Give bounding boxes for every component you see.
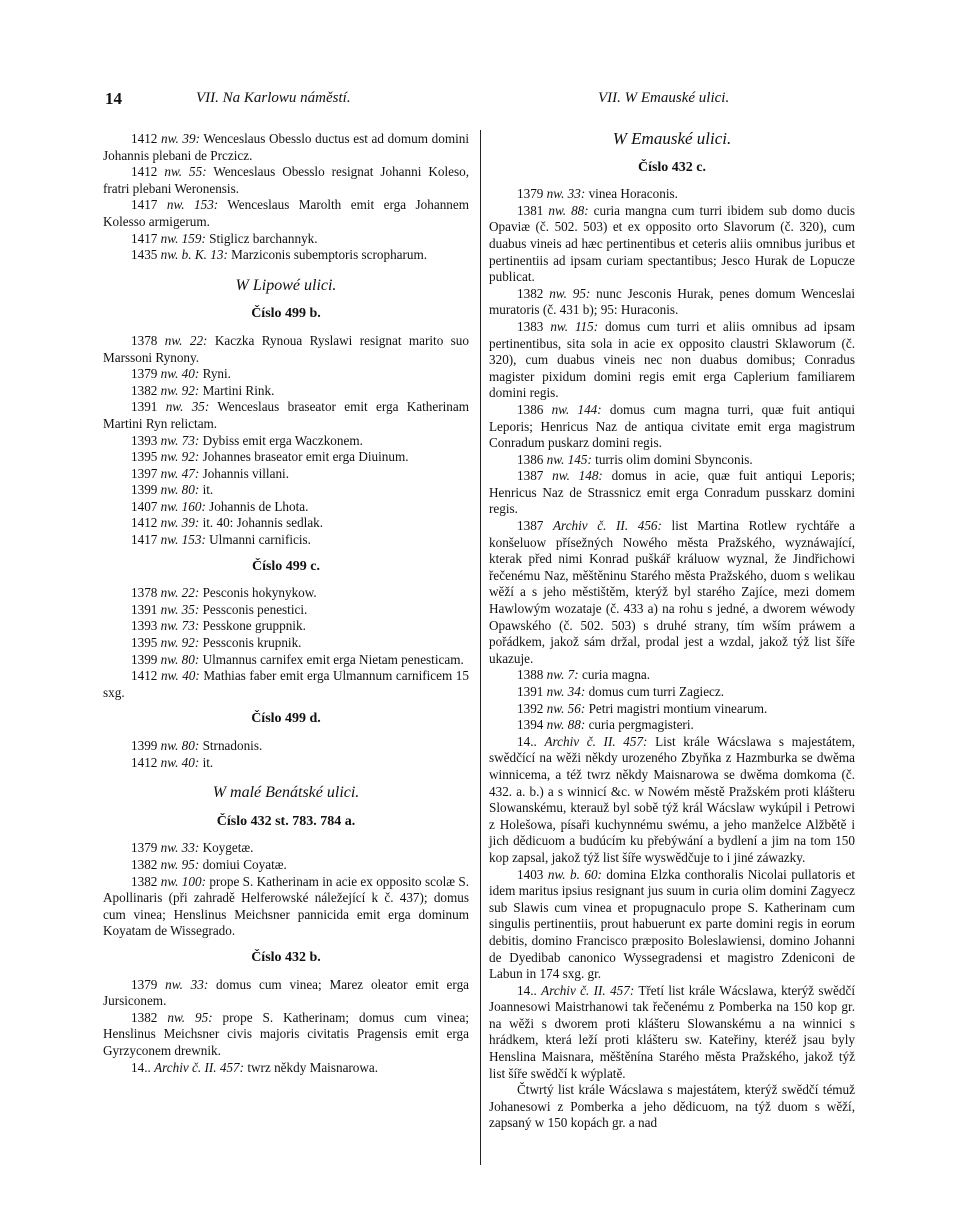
entry-paragraph bbox=[489, 518, 855, 667]
entry-reference: nw. 95: bbox=[549, 285, 591, 301]
entry-text: nunc Jesconis Hurak, penes domum Wenceslai muratoris (č. 431 b); 95: Huraconis. bbox=[489, 285, 855, 318]
entries-432a bbox=[103, 840, 469, 940]
entry-text: curia mangna cum turri ibidem sub domo ducis Opaviæ (č. 502. 503) et ex opposito orto Slavorum (č. 320), cum duabus vineis ad hæc pertinentibus et ceteris aliis omnibus juribus et pertinentiis ad ipsam curiam spectantibus; Jesco Hurak de Lopucze publicat. bbox=[489, 202, 855, 285]
entry-year: 14.. bbox=[131, 1059, 155, 1075]
entry-reference: nw. 56: bbox=[546, 700, 586, 716]
entry-text: List krále Wácslawa s majestátem, swědčící na wěži někdy urozeného Zbyňka z Hazmburka se dwěma winnicema, a též twrz někdy Maisnarowa se dwěma domkoma (č. 432. a. b.) a s winnicí &c. w Nowém městě Pražském proti klášteru Slowanskému, kterauž byl sobě týž král Wácslaw wykúpil i Petrowi z Holešowa, písaři kuchynnému swému, a jeho manželce Alžbětě i jich dědicuom a budúcím ku přebýwání a bydlení a jim na tom 150 kop zapsal, jakož týž list šíře wyswědčuje to i jiné záwazky. bbox=[489, 733, 855, 865]
entry-year: 1382 bbox=[131, 873, 161, 889]
number-heading-432a: Číslo 432 st. 783. 784 a. bbox=[216, 813, 356, 829]
entry-text: domina Elzka conthoralis Nicolai pullatoris et idem maritus ipsius resignant jus suum in curia olim domini Zagyecz sub Slawis cum vinea et propugnaculo prope S. Katherinam cum singulis pertinentiis, prout habuerunt ex parte domini regis in eorum debitis, domino Francisco præposito Boleslawiensi, domino Johanni de Dyedibab canonico Wyssegradensi et magistro Zdeniconi de Labun in 174 sxg. gr. bbox=[489, 866, 855, 982]
section-heading-benatske: W malé Benátské ulici. bbox=[212, 784, 360, 802]
entry-text: Pessconis krupnik. bbox=[199, 635, 302, 651]
entry-reference: nw. 144: bbox=[551, 401, 602, 417]
entry-year: 1417 bbox=[131, 230, 161, 246]
entry-reference: nw. 160: bbox=[160, 498, 206, 514]
entry-text: Marziconis subemptoris scropharum. bbox=[227, 247, 428, 263]
entry-year: 1379 bbox=[131, 366, 161, 382]
number-heading-499c: Číslo 499 c. bbox=[251, 558, 321, 574]
entry-paragraph bbox=[103, 366, 469, 383]
entry-paragraph bbox=[489, 319, 855, 402]
entry-text: Třetí list krále Wácslawa, kterýž swědčí Joannesowi Maistrhanowi tak řečenému z Pomberka na 150 kop gr. na wěži s dworem proti klášteru Slowanskému a na winnici s hrádkem, která leží proti klášteru sw. Kateřiny, kteréž jsau byly Henslina Maisnara, měštěnína Starého města Pražského, jakož týž list šíře swědčí k wýplatě. bbox=[489, 982, 855, 1081]
entry-text: Petri magistri montium vinearum. bbox=[585, 700, 768, 716]
entry-reference: nw. 39: bbox=[160, 515, 200, 531]
left-column bbox=[103, 131, 469, 1076]
entry-reference: nw. b. K. 13: bbox=[160, 247, 228, 263]
entry-reference: nw. 33: bbox=[160, 840, 200, 856]
number-heading-499d: Číslo 499 d. bbox=[251, 711, 321, 727]
entry-paragraph bbox=[489, 667, 855, 684]
entry-paragraph bbox=[489, 867, 855, 983]
entry-text: turris olim domini Sbynconis. bbox=[591, 451, 753, 467]
entry-reference: nw. 92: bbox=[160, 635, 200, 651]
running-header-left: VII. Na Karlowu náměstí. bbox=[196, 90, 351, 106]
entry-year: 1392 bbox=[517, 700, 547, 716]
entry-year: 1395 bbox=[131, 635, 161, 651]
entry-year: 1394 bbox=[517, 717, 547, 733]
entry-paragraph bbox=[103, 668, 469, 701]
entry-year: 1391 bbox=[131, 399, 166, 415]
entry-year: 1412 bbox=[131, 754, 161, 770]
entry-paragraph bbox=[103, 585, 469, 602]
entry-paragraph bbox=[103, 482, 469, 499]
entry-text: Johannis de Lhota. bbox=[205, 498, 309, 514]
page-number: 14 bbox=[105, 89, 122, 108]
entry-text: curia pergmagisteri. bbox=[585, 717, 694, 733]
entry-text: Martini Rink. bbox=[199, 382, 275, 398]
entries-432b bbox=[103, 977, 469, 1077]
entry-text: Johannes braseator emit erga Diuinum. bbox=[199, 449, 409, 465]
entry-year: 1382 bbox=[131, 382, 161, 398]
entry-paragraph bbox=[103, 399, 469, 432]
entry-year: 1386 bbox=[517, 451, 547, 467]
entry-reference: nw. 95: bbox=[160, 856, 200, 872]
entry-text: Ryni. bbox=[199, 366, 231, 382]
entry-year: 1399 bbox=[131, 738, 161, 753]
entry-reference: nw. 80: bbox=[160, 738, 200, 753]
entry-reference: nw. 39: bbox=[161, 131, 200, 146]
entry-paragraph bbox=[489, 701, 855, 718]
entry-paragraph bbox=[103, 840, 469, 857]
entry-year: 1382 bbox=[517, 285, 550, 301]
entry-year: 1417 bbox=[131, 532, 161, 548]
entry-reference: nw. 95: bbox=[167, 1009, 213, 1025]
entry-reference: nw. 35: bbox=[165, 399, 210, 415]
entry-paragraph bbox=[489, 684, 855, 701]
entry-year: 1388 bbox=[517, 667, 547, 683]
entry-text: prope S. Katherinam; domus cum vinea; Henslinus Meichsner civis majoris civitatis Pragensis emit erga Gyrzyconem drewnik. bbox=[103, 1009, 470, 1058]
entry-paragraph bbox=[103, 618, 469, 635]
entry-text: Wenceslaus Marolth emit erga Johannem Kolesso armigerum. bbox=[103, 197, 470, 229]
entry-reference: Archiv č. II. 457: bbox=[541, 982, 635, 998]
entry-reference: nw. 145: bbox=[546, 451, 592, 467]
entry-reference: nw. 40: bbox=[160, 754, 200, 770]
entry-reference: nw. 148: bbox=[552, 468, 603, 484]
section-heading-lipowe: W Lipowé ulici. bbox=[235, 276, 337, 294]
running-header-right: VII. W Emauské ulici. bbox=[598, 90, 730, 106]
entry-paragraph bbox=[103, 874, 469, 940]
entry-reference: nw. 153: bbox=[160, 532, 206, 548]
entry-paragraph bbox=[489, 186, 855, 203]
entry-year: 1386 bbox=[517, 401, 552, 417]
entry-paragraph bbox=[103, 131, 469, 164]
entry-reference: nw. 7: bbox=[546, 667, 579, 683]
entry-paragraph bbox=[489, 468, 855, 518]
entry-year: 1382 bbox=[131, 856, 161, 872]
entry-paragraph bbox=[103, 755, 469, 772]
entry-reference: nw. 40: bbox=[160, 668, 200, 684]
entry-year: 1403 bbox=[517, 866, 548, 882]
entry-text: Pessconis penestici. bbox=[199, 601, 308, 617]
entries-499c bbox=[103, 585, 469, 701]
entry-text: domus in acie, quæ fuit antiqui Leporis; Henricus Naz de Strassnicz emit erga Conradum pusskarz domini regis. bbox=[489, 468, 856, 517]
entry-reference: nw. 159: bbox=[160, 230, 206, 246]
entry-paragraph bbox=[103, 1060, 469, 1077]
entry-year: 1393 bbox=[131, 618, 161, 634]
entry-paragraph bbox=[489, 402, 855, 452]
entry-year: 1412 bbox=[131, 668, 161, 684]
entry-year: 1399 bbox=[131, 482, 161, 498]
entries-432c bbox=[489, 186, 855, 1132]
entry-text: twrz někdy Maisnarowa. bbox=[244, 1059, 379, 1075]
entry-text: it. 40: Johannis sedlak. bbox=[199, 515, 324, 531]
column-divider bbox=[480, 130, 481, 1165]
entry-paragraph bbox=[103, 466, 469, 483]
entry-paragraph bbox=[103, 738, 469, 755]
entry-text: Ulmannus carnifex emit erga Nietam penesticam. bbox=[199, 651, 464, 667]
entry-reference: nw. 40: bbox=[160, 366, 200, 382]
entry-paragraph bbox=[103, 247, 469, 264]
entries-499b bbox=[103, 333, 469, 549]
entry-paragraph bbox=[103, 197, 469, 230]
entry-paragraph bbox=[103, 977, 469, 1010]
entry-year: 1387 bbox=[517, 468, 553, 484]
entry-paragraph bbox=[489, 452, 855, 469]
entry-reference: nw. 80: bbox=[160, 482, 200, 498]
entry-reference: nw. 33: bbox=[546, 186, 586, 202]
number-heading-499b: Číslo 499 b. bbox=[251, 306, 321, 322]
entry-text: list Martina Rotlew rychtáře a konšeluow přísežných Nowého města Pražského, wyznáwající, kterak před nimi Konrad puškář králuow wyznal, že Jindřichowi řečenému Naz, měštěninu Starého města Pražského, duom s welikau wěží a s jeho městištěm, kterýž byl starého Zajíce, mezi domem Hawlowým wozataje (č. 433 a) na rohu s jedné, a dworem wéwody Opawského (č. 502. 503) s druhé strany, tím wším práwem a pořádkem, jakož sám držal, prodal jest a wzdal, jakož týž list šíře ukazuje. bbox=[489, 518, 856, 666]
entry-text: Strnadonis. bbox=[199, 738, 263, 753]
entry-text: Ulmanni carnificis. bbox=[205, 532, 311, 548]
entry-year: 1379 bbox=[517, 186, 547, 202]
entry-paragraph bbox=[103, 499, 469, 516]
entry-text: Dybiss emit erga Waczkonem. bbox=[199, 432, 363, 448]
entry-year: 14.. bbox=[517, 733, 545, 749]
entry-text: domus cum turri et aliis omnibus ad ipsam pertinentibus, sita sola in acie ex opposito claustri Sklaworum (č. 320), cum duabus vineis nec non duabus domibus; Conradus magister pixidum domini regis emit erga Caplerium familiarem domini regis. bbox=[489, 318, 856, 401]
entry-paragraph bbox=[103, 333, 469, 366]
entry-text: Pesskone gruppnik. bbox=[199, 618, 306, 634]
entry-year: 1391 bbox=[131, 601, 161, 617]
entry-text: Koygetæ. bbox=[199, 840, 254, 856]
entry-year: 1399 bbox=[131, 651, 161, 667]
entry-paragraph bbox=[103, 231, 469, 248]
entry-year: 1383 bbox=[517, 318, 551, 334]
entries-499d bbox=[103, 738, 469, 771]
entry-reference: Archiv č. II. 457: bbox=[544, 733, 648, 749]
entry-year: 1407 bbox=[131, 498, 161, 514]
entry-reference: nw. 100: bbox=[160, 873, 206, 889]
entry-year: 1381 bbox=[517, 202, 549, 218]
entry-paragraph bbox=[103, 164, 469, 197]
entry-year: 1393 bbox=[131, 432, 161, 448]
entry-text: Čtwrtý list krále Wácslawa s majestátem, kterýž swědčí témuž Johanesowi z Pomberka a jeho dědicuom, na týž duom s wěží, zapsaný w 150 kopách gr. a nad bbox=[489, 1082, 855, 1131]
entry-reference: nw. 34: bbox=[546, 684, 586, 699]
entry-text: Mathias faber emit erga Ulmannum carnificem 15 sxg. bbox=[103, 668, 469, 700]
entries-top bbox=[103, 131, 469, 264]
entry-text: curia magna. bbox=[578, 667, 651, 683]
entry-year: 1412 bbox=[131, 164, 165, 180]
entry-paragraph bbox=[103, 383, 469, 400]
entry-reference: nw. 73: bbox=[160, 432, 200, 448]
entry-reference: nw. 92: bbox=[160, 382, 200, 398]
entry-text: Pesconis hokynykow. bbox=[199, 585, 317, 601]
entry-text: Kaczka Rynoua Ryslawi resignat marito suo Marssoni Rynony. bbox=[103, 332, 469, 365]
entry-reference: nw. 22: bbox=[164, 332, 208, 348]
entry-year: 1412 bbox=[131, 131, 162, 146]
entry-year: 1379 bbox=[131, 976, 166, 992]
entry-reference: nw. 73: bbox=[160, 618, 200, 634]
entry-year: 1387 bbox=[517, 518, 553, 534]
entry-paragraph bbox=[489, 983, 855, 1083]
section-heading-emauske: W Emauské ulici. bbox=[612, 129, 732, 148]
entry-year: 1397 bbox=[131, 465, 161, 481]
entry-reference: nw. 22: bbox=[160, 585, 200, 601]
entry-text: domus cum turri Zagiecz. bbox=[585, 684, 725, 699]
entry-paragraph bbox=[489, 203, 855, 286]
entry-paragraph bbox=[103, 449, 469, 466]
entry-reference: nw. 33: bbox=[165, 976, 209, 992]
entry-paragraph bbox=[103, 515, 469, 532]
entry-reference: nw. 153: bbox=[166, 197, 219, 213]
entry-reference: Archiv č. II. 456: bbox=[553, 518, 662, 534]
entry-reference: nw. 35: bbox=[160, 601, 200, 617]
entry-text: Johannis villani. bbox=[199, 465, 290, 481]
entry-text: vinea Horaconis. bbox=[585, 186, 678, 202]
entry-text: Wenceslaus Obesslo ductus est ad domum domini Johannis plebani de Prczicz. bbox=[103, 131, 469, 163]
entry-reference: nw. 55: bbox=[164, 164, 207, 180]
entry-text: Wenceslaus braseator emit erga Katherinam Martini Ryn relictam. bbox=[103, 399, 469, 431]
entry-text: domus cum vinea; Marez oleator emit erga Jursiconem. bbox=[103, 976, 470, 1009]
entry-paragraph bbox=[103, 602, 469, 619]
entry-reference: nw. 88: bbox=[546, 717, 586, 733]
entry-year: 1378 bbox=[131, 332, 165, 348]
number-heading-432b: Číslo 432 b. bbox=[251, 949, 321, 965]
entry-year: 1412 bbox=[131, 515, 161, 531]
entry-reference: nw. 88: bbox=[548, 202, 589, 218]
entry-reference: nw. 80: bbox=[160, 651, 200, 667]
entry-text: Stiglicz barchannyk. bbox=[205, 230, 318, 246]
entry-reference: nw. 92: bbox=[160, 449, 200, 465]
entry-text: domus cum magna turri, quæ fuit antiqui Leporis; Henricus Naz de antiqua civitate emit erga magistrum Conradum puskarz domini regis. bbox=[489, 401, 855, 451]
entry-paragraph bbox=[103, 857, 469, 874]
entry-reference: Archiv č. II. 457: bbox=[154, 1059, 245, 1075]
entry-paragraph bbox=[489, 734, 855, 867]
entry-reference: nw. b. 60: bbox=[547, 866, 602, 882]
entry-paragraph bbox=[489, 286, 855, 319]
entry-text: it. bbox=[199, 482, 214, 498]
entry-year: 1417 bbox=[131, 197, 167, 213]
entry-paragraph bbox=[489, 717, 855, 734]
entry-year: 1391 bbox=[517, 684, 547, 699]
entry-year: 1435 bbox=[131, 247, 161, 263]
entry-paragraph bbox=[103, 1010, 469, 1060]
number-heading-432c: Číslo 432 c. bbox=[637, 159, 707, 175]
entry-paragraph bbox=[103, 652, 469, 669]
entry-paragraph bbox=[489, 1082, 855, 1132]
entry-year: 14.. bbox=[517, 982, 542, 998]
entry-year: 1379 bbox=[131, 840, 161, 856]
entry-reference: nw. 115: bbox=[550, 318, 599, 334]
entry-reference: nw. 47: bbox=[160, 465, 200, 481]
entry-text: Wenceslaus Obesslo resignat Johanni Koleso, fratri plebani Weronensis. bbox=[103, 164, 469, 196]
entry-text: it. bbox=[199, 754, 214, 770]
entry-text: prope S. Katherinam in acie ex opposito scolæ S. Apollinaris (při zahradě Helferowské náležející k č. 437); domus cum vinea; Henslinus Meichsner pannicida emit erga dominum Koyatam de Wissegrado. bbox=[103, 873, 470, 939]
right-column bbox=[489, 131, 855, 1132]
entry-year: 1395 bbox=[131, 449, 161, 465]
entry-text: domiui Coyatæ. bbox=[199, 856, 287, 872]
entry-paragraph bbox=[103, 433, 469, 450]
entry-paragraph bbox=[103, 532, 469, 549]
entry-paragraph bbox=[103, 635, 469, 652]
entry-year: 1382 bbox=[131, 1009, 168, 1025]
entry-year: 1378 bbox=[131, 585, 161, 601]
